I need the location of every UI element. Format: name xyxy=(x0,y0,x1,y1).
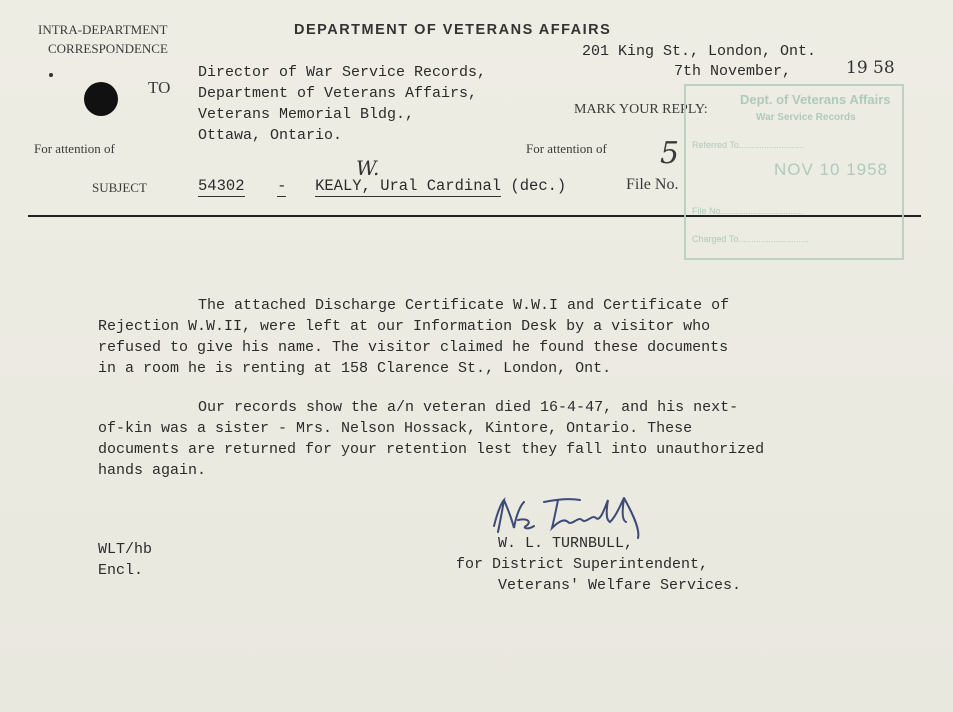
signer-title-2: Veterans' Welfare Services. xyxy=(498,577,742,594)
body-p2-line-1: Our records show the a/n veteran died 16-4-47, and his next- xyxy=(198,399,739,416)
to-label: TO xyxy=(148,78,171,97)
body-p1-line-4: in a room he is renting at 158 Clarence St., London, Ont. xyxy=(98,360,612,377)
recipient-line-2: Department of Veterans Affairs, xyxy=(198,85,478,102)
attention-right-label: For attention of xyxy=(526,141,607,156)
letter-date: 7th November, xyxy=(674,63,792,80)
subject-line xyxy=(198,176,566,197)
subject-label: SUBJECT xyxy=(92,180,147,195)
stamp-date: NOV 10 1958 xyxy=(774,160,889,179)
recipient-line-4: Ottawa, Ontario. xyxy=(198,127,343,144)
typist-initials: WLT/hb xyxy=(98,541,153,558)
body-p2-line-4: hands again. xyxy=(98,462,207,479)
correspondence-label: CORRESPONDENCE xyxy=(48,41,168,56)
stamp-charged: Charged To............................ xyxy=(692,234,809,244)
received-stamp xyxy=(684,84,904,260)
body-p1-line-3: refused to give his name. The visitor claimed he found these documents xyxy=(98,339,729,356)
intra-department-label: INTRA-DEPARTMENT xyxy=(38,22,168,37)
ink-dot xyxy=(49,73,53,77)
stamp-referred: Referred To.......................... xyxy=(692,140,804,150)
subject-number: 54302 xyxy=(198,177,245,195)
subject-suffix: (dec.) xyxy=(510,177,567,195)
body-p2-line-3: documents are returned for your retention lest they fall into unauthorized xyxy=(98,441,765,458)
recipient-line-3: Veterans Memorial Bldg., xyxy=(198,106,415,123)
signer-name: W. L. TURNBULL, xyxy=(498,535,634,552)
recipient-line-1: Director of War Service Records, xyxy=(198,64,487,81)
body-p1-line-2: Rejection W.W.II, were left at our Information Desk by a visitor who xyxy=(98,318,711,335)
body-p2-line-2: of-kin was a sister - Mrs. Nelson Hossack, Kintore, Ontario. These xyxy=(98,420,693,437)
sender-address: 201 King St., London, Ont. xyxy=(582,43,817,60)
letter-year: 19 58 xyxy=(846,58,895,78)
subject-name: KEALY, Ural Cardinal xyxy=(315,177,502,195)
body-paragraph-1 xyxy=(98,295,729,379)
enclosure-note: Encl. xyxy=(98,562,144,579)
subject-handwritten-initial: W. xyxy=(356,156,380,180)
subject-dash: - xyxy=(277,177,287,195)
attention-handwritten-mark: 5 xyxy=(660,136,680,171)
mark-reply-label: MARK YOUR REPLY: xyxy=(574,102,708,117)
body-paragraph-2 xyxy=(98,397,764,481)
punch-hole xyxy=(84,82,118,116)
stamp-department: Dept. of Veterans Affairs xyxy=(740,92,891,107)
recipient-block xyxy=(198,62,486,146)
stamp-division: War Service Records xyxy=(756,112,856,123)
body-p1-line-1: The attached Discharge Certificate W.W.I and Certificate of xyxy=(198,297,730,314)
stamp-file-no: File No................................. xyxy=(692,206,804,216)
department-title: DEPARTMENT OF VETERANS AFFAIRS xyxy=(294,22,612,38)
signer-title-1: for District Superintendent, xyxy=(456,556,709,573)
file-number-label: File No. xyxy=(626,176,679,193)
attention-left-label: For attention of xyxy=(34,141,115,156)
